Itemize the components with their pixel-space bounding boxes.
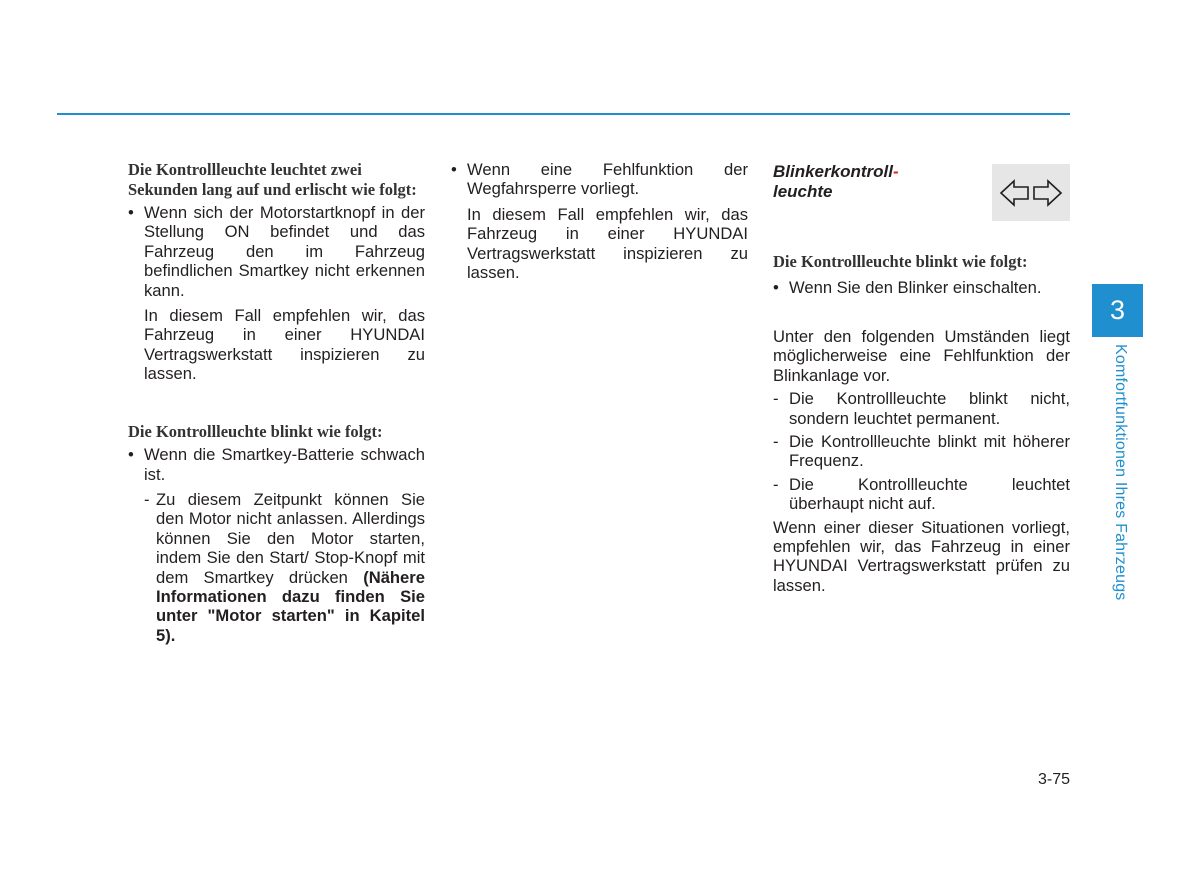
title-part2: leuchte <box>773 182 833 201</box>
section-heading-blinker-blinks: Die Kontrollleuchte blinkt wie folgt: <box>773 252 1028 271</box>
dash-item <box>773 432 1070 471</box>
chapter-title-vertical: Komfortfunktionen Ihres Fahrzeugs <box>1112 344 1129 601</box>
dash-text: Die Kontrollleuchte leuchtet überhaupt nicht auf. <box>789 474 1070 514</box>
dash-item <box>128 490 425 645</box>
column-middle <box>451 160 748 282</box>
header-rule <box>57 113 1070 115</box>
column-left <box>128 160 425 645</box>
section-title-blinker <box>773 162 943 202</box>
section-heading-lights-up: Die Kontrollleuchte leuchtet zwei Sekunden lang auf und erlischt wie folgt: <box>128 160 417 199</box>
column-right <box>773 160 1070 595</box>
bullet-mark: • <box>128 203 134 222</box>
dash-item <box>773 475 1070 514</box>
section-heading-blinks: Die Kontrollleuchte blinkt wie folgt: <box>128 421 383 441</box>
title-hyphen: - <box>892 162 899 181</box>
page-number: 3-75 <box>1037 771 1070 788</box>
dash-mark: - <box>773 431 779 451</box>
bullet-item <box>451 160 748 199</box>
paragraph-malfunction: Unter den folgenden Umständen liegt möglicherweise eine Fehlfunktion der Blinkanlage vor. <box>773 326 1070 385</box>
bullet-note: In diesem Fall empfehlen wir, das Fahrzeug in einer HYUNDAI Vertragswerkstatt inspizieren zu lassen. <box>467 204 748 283</box>
dash-text: Die Kontrollleuchte blinkt mit höherer Frequenz. <box>789 431 1070 471</box>
bullet-text: Wenn eine Fehlfunktion der Wegfahrsperre vorliegt. <box>467 160 748 199</box>
bullet-item <box>128 203 425 300</box>
dash-mark: - <box>773 389 779 409</box>
chapter-number-tab: 3 <box>1092 284 1143 337</box>
bullet-item <box>773 278 1070 297</box>
dash-bold-reference: (Nähere Informationen dazu finden Sie unter "Motor starten" in Kapitel 5). <box>156 567 425 645</box>
bullet-text: Wenn die Smartkey-Batterie schwach ist. <box>144 445 425 484</box>
turn-signal-arrows-icon <box>992 164 1070 221</box>
dash-text: Zu diesem Zeitpunkt können Sie den Motor nicht anlassen. Allerdings können Sie den Motor starten, indem Sie den Start/ Stop-Knopf mit dem Smartkey drücken <box>156 489 425 587</box>
dash-item <box>773 389 1070 428</box>
bullet-mark: • <box>451 160 457 179</box>
title-part1: Blinkerkontroll <box>773 162 893 181</box>
bullet-mark: • <box>128 445 134 465</box>
dash-text: Die Kontrollleuchte blinkt nicht, sondern leuchtet permanent. <box>789 389 1070 428</box>
dash-mark: - <box>144 489 150 509</box>
bullet-mark: • <box>773 277 779 297</box>
bullet-note: In diesem Fall empfehlen wir, das Fahrzeug in einer HYUNDAI Vertragswerkstatt inspizieren zu lassen. <box>144 306 425 384</box>
bullet-text: Wenn Sie den Blinker einschalten. <box>789 277 1042 297</box>
bullet-text: Wenn sich der Motorstartknopf in der Stellung ON befindet und das Fahrzeug den im Fahrzeug befindlichen Smartkey nicht erkennen kann. <box>144 203 425 300</box>
bullet-item <box>128 445 425 484</box>
paragraph-recommendation: Wenn einer dieser Situationen vorliegt, empfehlen wir, das Fahrzeug in einer HYUNDAI Vertragswerkstatt prüfen zu lassen. <box>773 517 1070 595</box>
dash-mark: - <box>773 474 779 494</box>
